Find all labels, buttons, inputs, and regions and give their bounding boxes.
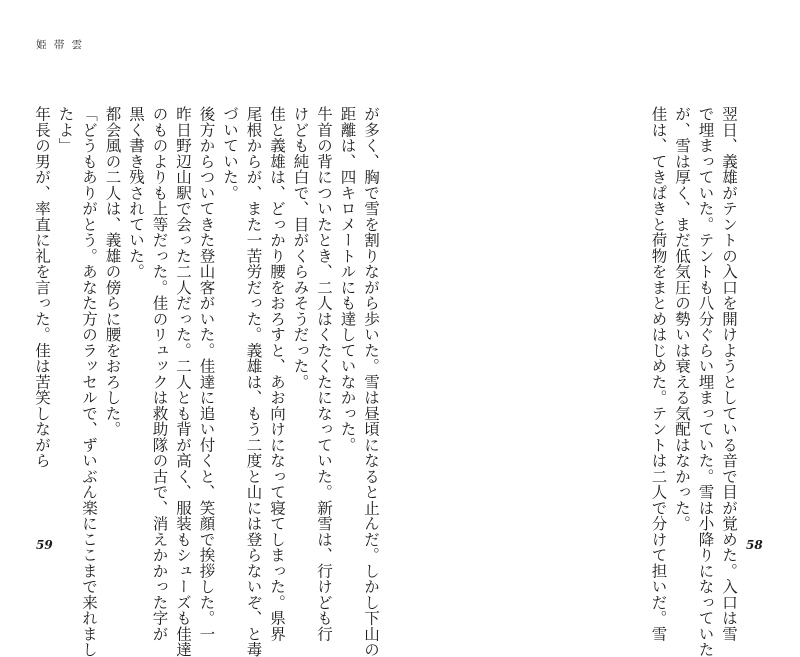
text-line: 昨日野辺山駅で会った二人だった。二人とも背が高く、服装もシューズも佳達 [174,106,192,657]
text-line: で埋まっていた。テントも八分ぐらい埋まっていた。雪は小降りになっていた [696,106,715,657]
text-line: が、雪は厚く、まだ低気圧の勢いは衰える気配はなかった。 [673,106,691,532]
text-line: 年長の男が、率直に礼を言った。佳は苦笑しながら [33,106,51,469]
right-page [400,0,800,657]
text-line: 黒く書き残されていた。 [127,106,145,280]
text-line: 距離は、四キロメートルにも達していなかった。 [338,106,357,453]
text-line: たよ」 [56,106,75,154]
text-line: が多く、胸で雪を割りながら歩いた。雪は昼頃になると止んだ。しかし下山の [362,106,380,657]
text-line: 翌日、義雄がテントの入口を開けようとしている音で目が覚めた。入口は雪 [720,106,738,642]
text-line: のものよりも上等だった。佳のリュックは救助隊の古で、消えかかった字が [150,106,169,642]
text-line: 後方からついてきた登山客がいた。佳達に追い付くと、笑顔で挨拶した。一 [197,106,216,642]
text-line: 「どうもありがとう。あなた方のラッセルで、ずいぶん楽にここまで来れまし [80,106,98,657]
text-line: 都会風の二人は、義雄の傍らに腰をおろした。 [103,106,122,437]
right-page-body [425,106,740,657]
text-line: 牛首の背についたとき、二人はくたくたになっていた。新雪は、行けども行 [315,106,333,642]
text-line: 佳と義雄は、どっかり腰をおろすと、あお向けになって寝てしまった。県界 [268,106,286,642]
page-number-right: 58 [746,538,763,552]
page-number-left: 59 [36,538,53,552]
text-line: づいていた。 [221,106,239,201]
running-head: 姫 帯 雲 [36,39,85,51]
text-line: 佳は、てきぱきと荷物をまとめはじめた。テントは二人で分けて担いだ。雪 [649,106,668,642]
text-line: 尾根からが、また一苦労だった。義雄は、もう二度と山には登らないぞ、と毒 [244,106,263,657]
text-line: けども純白で、目がくらみそうだった。 [291,106,310,390]
